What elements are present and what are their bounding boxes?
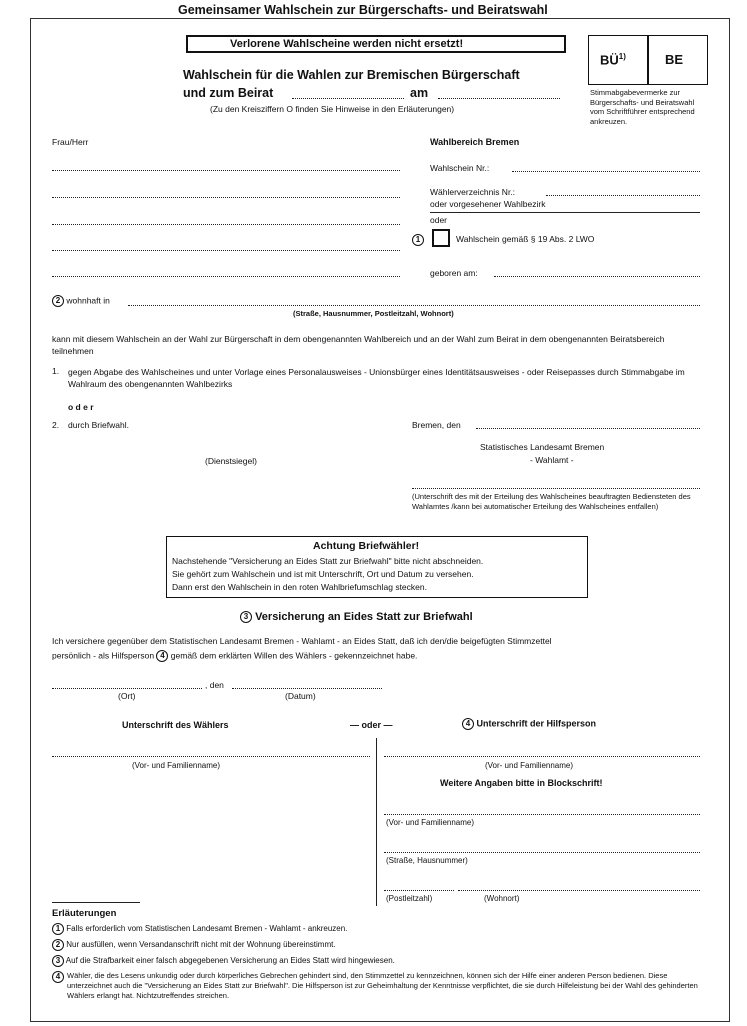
address-sub: (Straße, Hausnummer, Postleitzahl, Wohnort)	[293, 309, 454, 318]
note-circle-1-icon: 1	[52, 923, 64, 935]
intro-text: kann mit diesem Wahlschein an der Wahl zur Bürgerschaft in dem obengenannten Wahlbereich und an der Wahl zum Beirat in dem obengenannten Beiratsbereich teilnehmen	[52, 334, 665, 356]
helper-plz-label: (Postleitzahl)	[386, 894, 433, 903]
bremen-den-label: Bremen, den	[412, 420, 461, 430]
name-line-1[interactable]	[52, 170, 400, 171]
form-title: Gemeinsamer Wahlschein zur Bürgerschafts- und Beiratswahl	[178, 3, 548, 17]
dienstsiegel-label: (Dienstsiegel)	[205, 456, 257, 466]
stamp-note: Stimmabgabevermerke zur Bürgerschafts- und Beiratswahl vom Schriftführer entsprechend ankreuzen.	[590, 88, 695, 126]
wahlbereich-label: Wahlbereich Bremen	[430, 137, 520, 147]
note-circle-4-icon: 4	[52, 971, 64, 983]
stamp-be-label: BE	[665, 52, 684, 67]
notes-rule	[52, 902, 140, 903]
geboren-label: geboren am:	[430, 268, 478, 278]
helper-street-label: (Straße, Hausnummer)	[386, 856, 468, 865]
circle-1	[412, 234, 424, 246]
sig-voter-label: Unterschrift des Wählers	[122, 720, 229, 730]
oder-label: oder	[430, 215, 448, 225]
voter-signature-field[interactable]	[52, 756, 370, 757]
beirat-field[interactable]	[292, 98, 404, 99]
address-row	[52, 295, 110, 307]
helper-ort-label: (Wohnort)	[484, 894, 520, 903]
note-circle-3-icon: 3	[52, 955, 64, 967]
oath-text1: Ich versichere gegenüber dem Statistischen Landesamt Bremen - Wahlamt - an Eides Statt, daß ich den/die beigefügten Stimmzettel	[52, 636, 552, 646]
waehlerverzeichnis-label: Wählerverzeichnis Nr.:	[430, 187, 516, 197]
circle-2-icon: 2	[52, 295, 64, 307]
wahlschein-19-checkbox[interactable]	[432, 229, 450, 247]
oath-text2b: gemäß dem erklärten Willen des Wählers - gekennzeichnet habe.	[170, 650, 418, 661]
circle-1-icon: 1	[412, 234, 424, 246]
voter-name-sub: (Vor- und Familienname)	[132, 761, 221, 770]
note-1	[52, 923, 347, 935]
name-line-2[interactable]	[52, 197, 400, 198]
notice-title: Achtung Briefwähler!	[313, 540, 420, 552]
blockschrift-label: Weitere Angaben bitte in Blockschrift!	[440, 778, 603, 788]
name-line-5[interactable]	[52, 276, 400, 277]
oath-text2	[52, 650, 417, 662]
note-4-text: Wähler, die des Lesens unkundig oder durch körperliches Gebrechen gehindert sind, den Stimmzettel zu kennzeichnen, können sich der Hilfe einer anderen Person bedienen. Diese unterzeichnet auch die "Versicherung an Eides Statt zur Briefwahl". Die Hilfsperson ist zur Geheimhaltung der Kenntnisse verpflichtet, die sie durch Hilfeleistung bei der Wahl des gehinderten Wählers erlangt hat. Nichtzutreffendes streichen.	[67, 971, 698, 1000]
official-signature-note: (Unterschrift des mit der Erteilung des Wahlscheines beauftragten Bediensteten des Wahlamtes /kann bei automatischer Erteilung des Wahlscheines entfallen)	[412, 492, 691, 511]
helper-street-field[interactable]	[384, 852, 700, 853]
stamp-bue-label	[600, 52, 626, 67]
address-field[interactable]	[128, 305, 700, 306]
bue-text: BÜ	[600, 52, 619, 68]
heading-am: am	[410, 86, 429, 100]
ort-field[interactable]	[52, 688, 202, 689]
wahlschein-19-label: Wahlschein gemäß § 19 Abs. 2 LWO	[456, 234, 595, 244]
note-1-text: Falls erforderlich vom Statistischen Landesamt Bremen - Wahlamt - ankreuzen.	[66, 924, 348, 934]
geboren-field[interactable]	[494, 276, 700, 277]
helper-name-field[interactable]	[384, 814, 700, 815]
frau-herr-label: Frau/Herr	[52, 137, 89, 147]
note-4-circle	[52, 971, 64, 983]
notice-line3: Dann erst den Wahlschein in den roten Wahlbriefumschlag stecken.	[172, 582, 427, 592]
note-2	[52, 939, 336, 951]
item1-num: 1.	[52, 366, 60, 376]
datum-field[interactable]	[232, 688, 382, 689]
sig-helper-label	[462, 718, 596, 730]
sig-helper-text: Unterschrift der Hilfsperson	[476, 718, 597, 729]
helper-ort-field[interactable]	[458, 890, 700, 891]
circle-3-icon: 3	[240, 611, 252, 623]
helper-name-label: (Vor- und Familienname)	[386, 818, 475, 827]
den-label: , den	[205, 680, 224, 690]
notes-title: Erläuterungen	[52, 908, 117, 919]
oder-divider: — oder —	[350, 720, 393, 730]
circle-4-helper-icon: 4	[462, 718, 474, 730]
divider-vertical	[376, 738, 377, 906]
heading-line2-prefix: und zum Beirat	[183, 86, 274, 100]
warning-text: Verlorene Wahlscheine werden nicht ersetzt!	[230, 38, 464, 50]
official-signature-field[interactable]	[412, 488, 700, 489]
circle-4-icon: 4	[156, 650, 168, 662]
amt-line1: Statistisches Landesamt Bremen	[480, 442, 605, 452]
oder-spaced: o d e r	[68, 402, 94, 412]
form-frame	[30, 18, 730, 1022]
heading-hint: (Zu den Kreisziffern O finden Sie Hinweise in den Erläuterungen)	[210, 104, 455, 114]
note-3	[52, 955, 395, 967]
note-circle-2-icon: 2	[52, 939, 64, 951]
note-2-text: Nur ausfüllen, wenn Versandanschrift nicht mit der Wohnung übereinstimmt.	[66, 940, 336, 950]
datum-sub: (Datum)	[285, 691, 316, 701]
vorgesehener-label: oder vorgesehener Wahlbezirk	[430, 199, 546, 209]
wohnhaft-label: wohnhaft in	[66, 295, 110, 306]
wahlschein-nr-label: Wahlschein Nr.:	[430, 163, 490, 173]
item2-num: 2.	[52, 420, 60, 430]
item1-text: gegen Abgabe des Wahlscheines und unter Vorlage eines Personalausweises - Unionsbürger eines Identitätsausweises - oder Reisepasses durch Stimmabgabe im Wahlraum des obengenannten Wahlbezirks	[68, 367, 685, 389]
helper-signature-field[interactable]	[384, 756, 700, 757]
note-3-text: Auf die Strafbarkeit einer falsch abgegebenen Versicherung an Eides Statt wird hingewiesen.	[65, 956, 395, 966]
wahlschein-nr-field[interactable]	[512, 171, 700, 172]
bue-sup: 1)	[618, 52, 626, 61]
oath-text2a: persönlich - als Hilfsperson	[52, 650, 155, 661]
bremen-date-field[interactable]	[476, 428, 700, 429]
item2-text: durch Briefwahl.	[68, 420, 129, 430]
helper-plz-field[interactable]	[384, 890, 454, 891]
date-field[interactable]	[438, 98, 560, 99]
amt-line2: - Wahlamt -	[530, 455, 574, 465]
heading-line1: Wahlschein für die Wahlen zur Bremischen Bürgerschaft	[183, 68, 520, 82]
name-line-4[interactable]	[52, 250, 400, 251]
oath-title-row	[240, 611, 473, 623]
name-line-3[interactable]	[52, 224, 400, 225]
wahlbezirk-rule	[430, 212, 700, 213]
waehlerverzeichnis-field[interactable]	[546, 195, 700, 196]
helper-name-sub: (Vor- und Familienname)	[485, 761, 574, 770]
oath-title: Versicherung an Eides Statt zur Briefwahl	[255, 611, 473, 623]
notice-line1: Nachstehende "Versicherung an Eides Statt zur Briefwahl" bitte nicht abschneiden.	[172, 556, 484, 566]
notice-line2: Sie gehört zum Wahlschein und ist mit Unterschrift, Ort und Datum zu versehen.	[172, 569, 474, 579]
ort-sub: (Ort)	[118, 691, 136, 701]
